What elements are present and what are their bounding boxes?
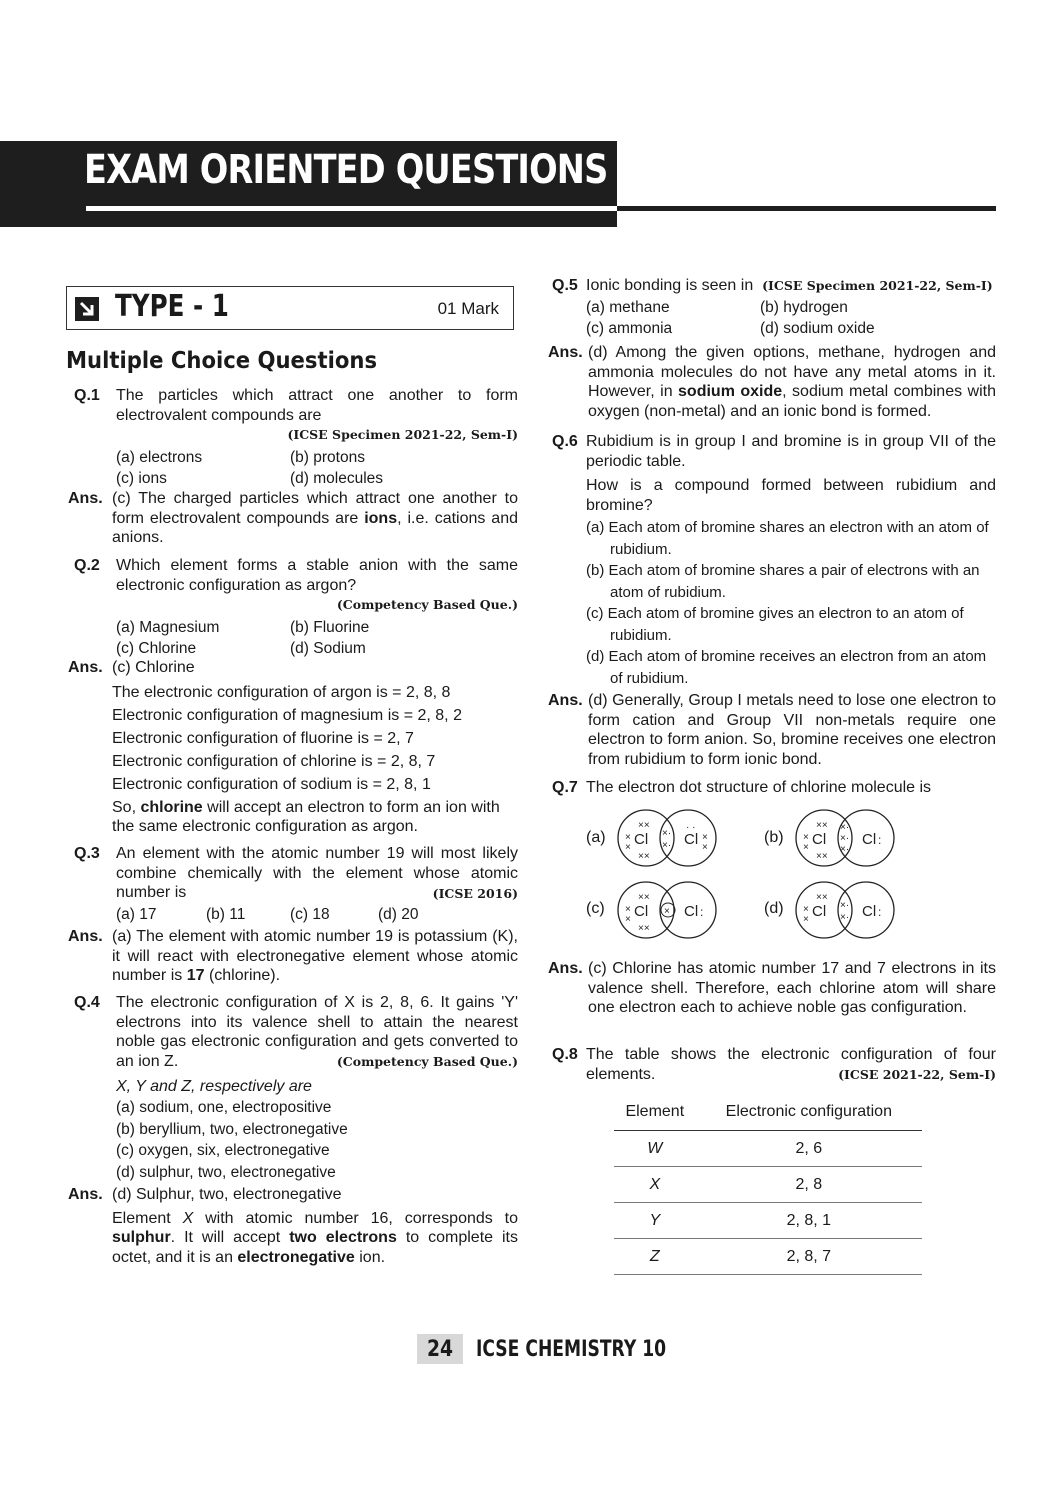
option: (b) 11 bbox=[206, 906, 246, 923]
answer-emphasis: electronegative bbox=[237, 1248, 355, 1266]
footer-title: ICSE CHEMISTRY 10 bbox=[476, 1337, 667, 1362]
svg-text:· ·: · · bbox=[686, 822, 696, 833]
option: (b) Fluorine bbox=[290, 618, 370, 636]
diagram-d bbox=[796, 882, 894, 938]
answer-emphasis: 17 bbox=[186, 967, 205, 984]
answer-text: So, bbox=[112, 798, 141, 816]
question-5 bbox=[552, 276, 996, 340]
atom-symbol: Cl bbox=[684, 903, 699, 920]
option: (b) hydrogen bbox=[760, 298, 848, 316]
type-box bbox=[66, 286, 514, 330]
svg-text:××: ×× bbox=[638, 892, 650, 903]
question-source: (ICSE Specimen 2021-22, Sem-I) bbox=[287, 427, 518, 442]
option: (a) electrons bbox=[116, 448, 203, 466]
answer-text: (d) Sulphur, two, electronegative bbox=[112, 1186, 342, 1203]
svg-text:××: ×× bbox=[816, 820, 828, 831]
question-source: (ICSE 2016) bbox=[432, 885, 518, 901]
answer-text: (d) Generally, Group I metals need to lose one electron to form cation and Group VII non-metals require one electron to form anion. So, bromine receives one electron from rubidium to form ionic bond. bbox=[588, 692, 996, 768]
diagram-label: (b) bbox=[764, 829, 784, 846]
option: (d) molecules bbox=[290, 470, 384, 487]
svg-text:×: × bbox=[625, 832, 631, 843]
table-row bbox=[614, 1131, 922, 1167]
svg-text::: : bbox=[700, 905, 704, 919]
svg-text:×·: ×· bbox=[840, 844, 850, 855]
option: (c) Chlorine bbox=[116, 640, 197, 657]
svg-text:×·: ×· bbox=[662, 828, 672, 839]
answer-text: Element bbox=[112, 1209, 183, 1227]
answer-text: (a) The element with atomic number 19 is potassium (K), it will react with electronegative element whose atomic number is bbox=[112, 928, 518, 984]
answer-6 bbox=[548, 691, 996, 769]
svg-text:×: × bbox=[625, 904, 631, 915]
question-2 bbox=[74, 556, 518, 660]
answer-label: Ans. bbox=[548, 960, 583, 977]
question-source: (ICSE Specimen 2021-22, Sem-I) bbox=[762, 278, 993, 293]
atom-symbol: Cl bbox=[862, 831, 877, 848]
question-3 bbox=[74, 844, 518, 926]
table-row bbox=[614, 1239, 922, 1275]
question-text: Which element forms a stable anion with the same electronic configuration as argon? bbox=[116, 557, 518, 594]
answer-label: Ans. bbox=[68, 1186, 103, 1203]
svg-text:×: × bbox=[664, 906, 670, 917]
diagram-c bbox=[618, 882, 716, 938]
answer-emphasis: two electrons bbox=[289, 1229, 397, 1246]
type-marks: 01 Mark bbox=[437, 299, 499, 318]
diagram-a bbox=[618, 810, 716, 866]
svg-text:××: ×× bbox=[816, 851, 828, 862]
question-text: The table shows the electronic configuration of four elements. bbox=[586, 1046, 996, 1083]
table-cell: 2, 8, 1 bbox=[696, 1203, 922, 1239]
option: (c) ions bbox=[116, 470, 167, 487]
arrow-icon bbox=[75, 297, 99, 321]
svg-text::: : bbox=[878, 833, 882, 847]
question-number: Q.3 bbox=[74, 845, 100, 862]
option: (d) Sodium bbox=[290, 640, 366, 657]
atom-symbol: Cl bbox=[812, 831, 827, 848]
page-title: EXAM ORIENTED QUESTIONS bbox=[84, 147, 608, 193]
diagram-label: (a) bbox=[586, 829, 606, 846]
option: (d) Each atom of bromine receives an electron from an atom of rubidium. bbox=[586, 648, 987, 687]
electron-dot-diagrams bbox=[600, 800, 920, 950]
table-cell: X bbox=[614, 1167, 696, 1203]
answer-text: with atomic number 16, corresponds to bbox=[193, 1209, 518, 1227]
answer-line: Electronic configuration of magnesium is = 2, 8, 2 bbox=[112, 706, 462, 724]
answer-text: . It will accept bbox=[170, 1229, 290, 1246]
header-rule-inner bbox=[86, 206, 617, 211]
question-stem: X, Y and Z, respectively are bbox=[116, 1077, 312, 1095]
svg-text:×: × bbox=[803, 914, 809, 925]
page-number: 24 bbox=[426, 1337, 454, 1362]
type-label: TYPE - 1 bbox=[115, 289, 229, 324]
atom-symbol: Cl bbox=[634, 831, 649, 848]
svg-text:××: ×× bbox=[638, 820, 650, 831]
answer-4 bbox=[68, 1185, 518, 1267]
question-4 bbox=[74, 993, 518, 1183]
diagram-b bbox=[796, 810, 894, 866]
option: (a) methane bbox=[586, 298, 670, 316]
answer-emphasis: sodium oxide bbox=[678, 383, 783, 400]
svg-text::: : bbox=[878, 905, 882, 919]
answer-label: Ans. bbox=[548, 344, 583, 361]
answer-label: Ans. bbox=[548, 692, 583, 709]
option: (b) beryllium, two, electronegative bbox=[116, 1120, 348, 1138]
question-1 bbox=[74, 386, 518, 490]
answer-text: (c) The charged particles which attract one another to form electrovalent compounds are bbox=[112, 490, 518, 527]
table-cell: Y bbox=[614, 1203, 696, 1239]
table-cell: 2, 8, 7 bbox=[696, 1239, 922, 1275]
table-header: Element bbox=[614, 1094, 696, 1131]
table-cell: W bbox=[614, 1131, 696, 1167]
question-7 bbox=[552, 778, 996, 798]
question-text: An element with the atomic number 19 will most likely combine chemically with the element whose atomic number is bbox=[116, 845, 518, 901]
option: (a) Magnesium bbox=[116, 618, 220, 636]
answer-text: to complete its octet, and it is an bbox=[112, 1229, 518, 1266]
svg-text:×: × bbox=[803, 904, 809, 915]
question-number: Q.4 bbox=[74, 994, 100, 1011]
svg-text:×: × bbox=[702, 832, 708, 843]
answer-line: Electronic configuration of chlorine is = 2, 8, 7 bbox=[112, 752, 436, 770]
answer-line: Electronic configuration of fluorine is = 2, 7 bbox=[112, 729, 414, 747]
answer-text: (c) Chlorine has atomic number 17 and 7 electrons in its valence shell. Therefore, each chlorine atom will share one electron each to achieve noble gas configuration. bbox=[588, 960, 996, 1016]
option: (a) 17 bbox=[116, 906, 157, 923]
question-text: The particles which attract one another to form electrovalent compounds are bbox=[116, 387, 518, 424]
question-number: Q.2 bbox=[74, 557, 100, 574]
question-number: Q.1 bbox=[74, 387, 100, 404]
section-title: Multiple Choice Questions bbox=[66, 348, 378, 374]
diagram-label: (c) bbox=[586, 900, 605, 917]
svg-text:××: ×× bbox=[638, 923, 650, 934]
svg-text:×·: ×· bbox=[840, 912, 850, 923]
question-number: Q.7 bbox=[552, 779, 578, 796]
table-cell: 2, 8 bbox=[696, 1167, 922, 1203]
answer-symbol: X bbox=[182, 1209, 194, 1227]
option: (d) sodium oxide bbox=[760, 320, 875, 337]
svg-text:×: × bbox=[702, 842, 708, 853]
question-text: Ionic bonding is seen in bbox=[586, 277, 754, 294]
question-text: The electronic configuration of X is 2, 8, 6. It gains 'Y' electrons into its valence shell to attain the nearest noble gas electronic configuration and gets converted to an ion Z. bbox=[116, 994, 518, 1070]
svg-text:×: × bbox=[803, 842, 809, 853]
svg-text:×·: ×· bbox=[840, 822, 850, 833]
answer-text: (d) Among the given options, methane, hydrogen and ammonia molecules do not have any metal atoms in it. However, in bbox=[588, 344, 996, 400]
question-text: The electron dot structure of chlorine molecule is bbox=[586, 779, 932, 796]
answer-text: , sodium metal combines with oxygen (non-metal) and an ionic bond is formed. bbox=[588, 383, 996, 420]
option: (c) 18 bbox=[290, 906, 330, 923]
answer-text: (c) Chlorine bbox=[112, 659, 195, 676]
option: (d) 20 bbox=[378, 906, 419, 923]
answer-3 bbox=[68, 927, 518, 986]
answer-emphasis: chlorine bbox=[140, 798, 203, 816]
svg-text:×: × bbox=[625, 842, 631, 853]
question-6 bbox=[552, 432, 996, 689]
answer-text: (chlorine). bbox=[204, 967, 281, 984]
question-number: Q.8 bbox=[552, 1046, 578, 1063]
option: (d) sulphur, two, electronegative bbox=[116, 1163, 336, 1181]
svg-text:×·: ×· bbox=[840, 900, 850, 911]
svg-text:×·: ×· bbox=[840, 833, 850, 844]
table-header: Electronic configuration bbox=[696, 1094, 922, 1131]
answer-line: The electronic configuration of argon is = 2, 8, 8 bbox=[112, 683, 451, 701]
question-text: Rubidium is in group I and bromine is in group VII of the periodic table. bbox=[586, 433, 996, 470]
answer-label: Ans. bbox=[68, 928, 103, 945]
option: (a) Each atom of bromine shares an electron with an atom of rubidium. bbox=[586, 519, 989, 558]
answer-text: , i.e. cations and anions. bbox=[112, 509, 519, 546]
question-source: (Competency Based Que.) bbox=[336, 1054, 518, 1069]
atom-symbol: Cl bbox=[634, 903, 649, 920]
svg-text:×·: ×· bbox=[662, 840, 672, 851]
table-cell: 2, 6 bbox=[696, 1131, 922, 1167]
atom-symbol: Cl bbox=[684, 831, 699, 848]
svg-text:×: × bbox=[803, 832, 809, 843]
diagram-label: (d) bbox=[764, 900, 784, 917]
atom-symbol: Cl bbox=[862, 903, 877, 920]
svg-text:××: ×× bbox=[638, 851, 650, 862]
answer-emphasis: ions bbox=[364, 509, 398, 527]
answer-1 bbox=[68, 489, 518, 548]
answer-text: ion. bbox=[354, 1248, 386, 1266]
question-8 bbox=[552, 1045, 996, 1085]
answer-line: Electronic configuration of sodium is = 2, 8, 1 bbox=[112, 775, 431, 793]
answer-2 bbox=[68, 658, 518, 837]
question-number: Q.5 bbox=[552, 277, 578, 294]
configuration-table bbox=[614, 1094, 922, 1275]
question-text: How is a compound formed between rubidium and bromine? bbox=[586, 477, 996, 514]
answer-emphasis: sulphur bbox=[112, 1229, 171, 1246]
option: (c) oxygen, six, electronegative bbox=[116, 1142, 330, 1159]
answer-7 bbox=[548, 959, 996, 1018]
question-number: Q.6 bbox=[552, 433, 578, 450]
atom-symbol: Cl bbox=[812, 903, 827, 920]
option: (b) protons bbox=[290, 448, 365, 466]
svg-text:×: × bbox=[625, 914, 631, 925]
svg-text:××: ×× bbox=[816, 892, 828, 903]
answer-label: Ans. bbox=[68, 490, 103, 507]
answer-5 bbox=[548, 343, 996, 421]
table-cell: Z bbox=[614, 1239, 696, 1275]
option: (a) sodium, one, electropositive bbox=[116, 1099, 332, 1116]
table-row bbox=[614, 1167, 922, 1203]
option: (b) Each atom of bromine shares a pair of electrons with an atom of rubidium. bbox=[586, 562, 980, 601]
table-row bbox=[614, 1203, 922, 1239]
option: (c) Each atom of bromine gives an electron to an atom of rubidium. bbox=[586, 605, 964, 644]
question-source: (Competency Based Que.) bbox=[336, 597, 518, 612]
answer-text: will accept an electron to form an ion with the same electronic configuration as argon. bbox=[112, 798, 500, 835]
question-source: (ICSE 2021-22, Sem-I) bbox=[838, 1067, 996, 1082]
answer-label: Ans. bbox=[68, 659, 103, 676]
option: (c) ammonia bbox=[586, 320, 673, 337]
